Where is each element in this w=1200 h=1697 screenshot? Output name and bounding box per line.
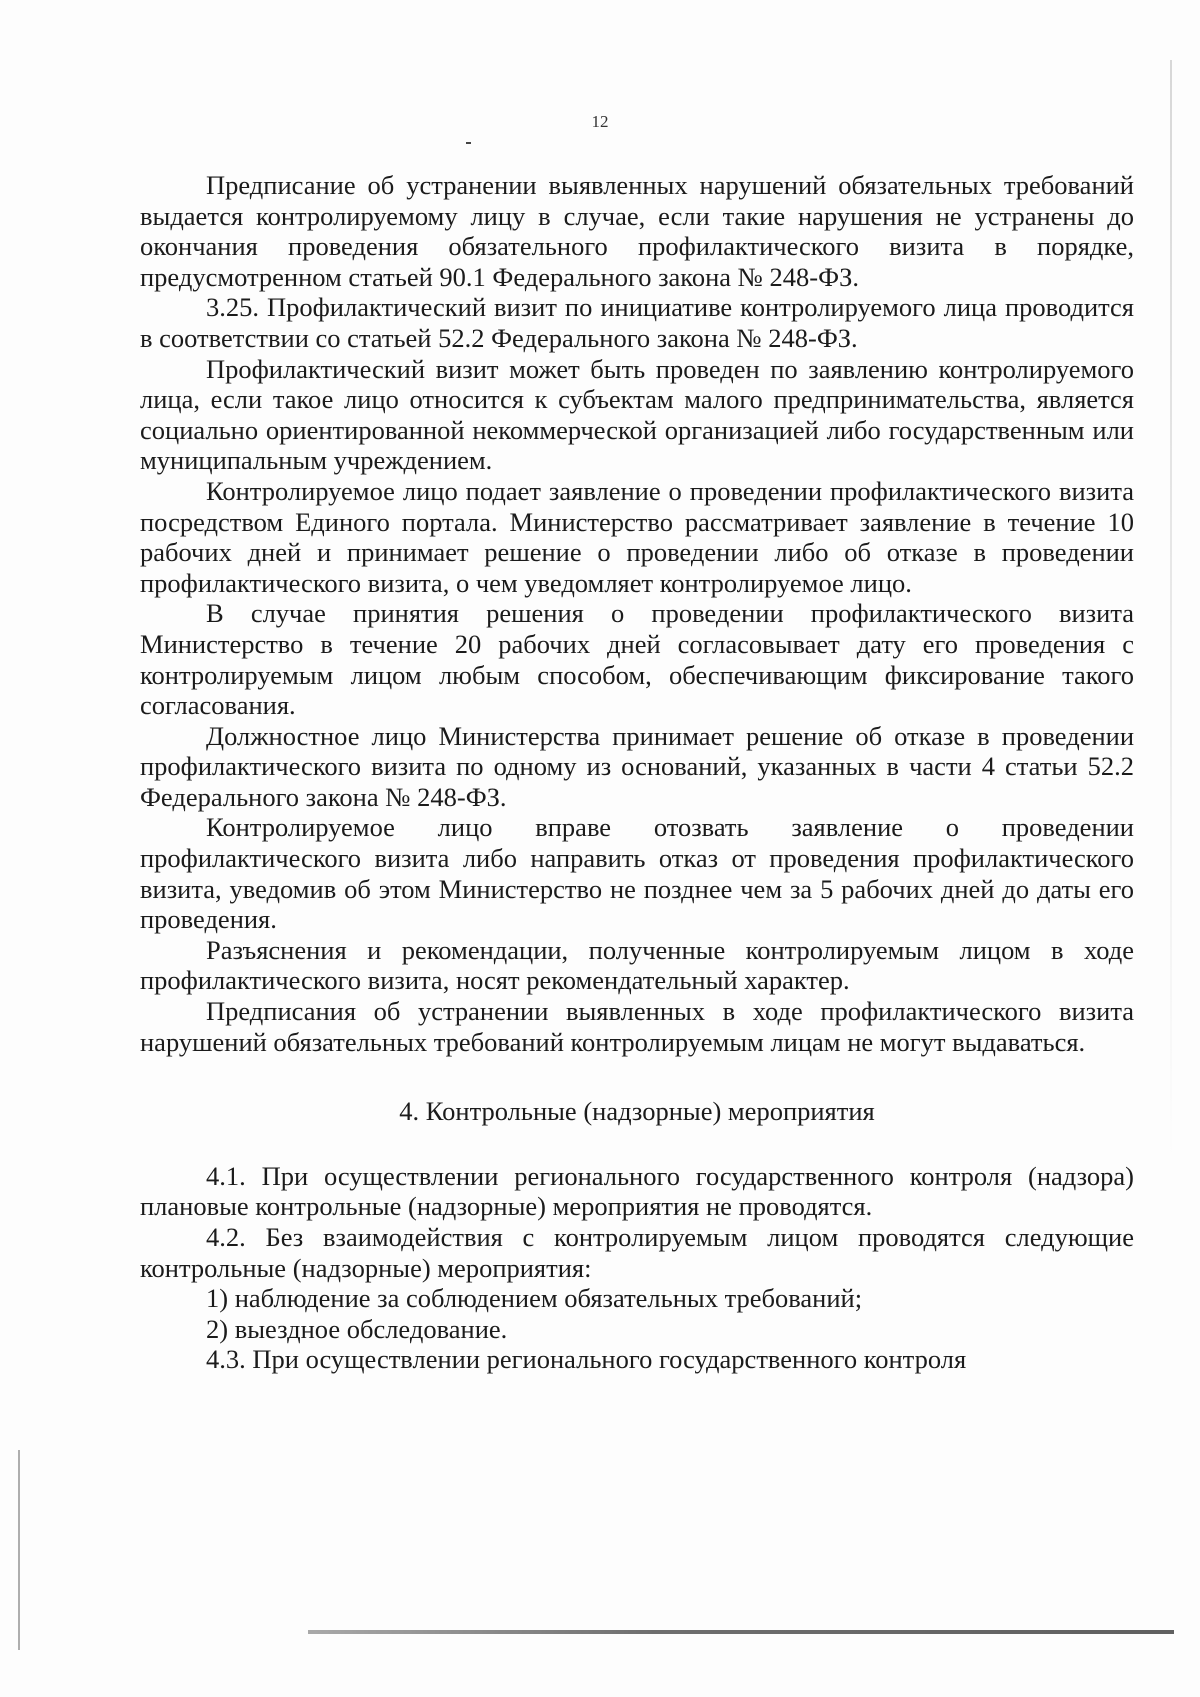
paragraph: Предписания об устранении выявленных в ходе профилактического визита нарушений обязательных требований контролируемым лицам не могут выдаваться. xyxy=(140,996,1134,1057)
paragraph: 3.25. Профилактический визит по инициативе контролируемого лица проводится в соответствии со статьей 52.2 Федерального закона № 248-ФЗ. xyxy=(140,292,1134,353)
section-heading: 4. Контрольные (надзорные) мероприятия xyxy=(399,1096,875,1127)
paragraph: В случае принятия решения о проведении профилактического визита Министерство в течение 20 рабочих дней согласовывает дату его проведения с контролируемым лицом любым способом, обеспечивающим фиксирование такого согласования. xyxy=(140,598,1134,721)
list-item: 2) выездное обследование. xyxy=(206,1313,508,1344)
paragraph: Профилактический визит может быть проведен по заявлению контролируемого лица, если такое лицо относится к субъектам малого предпринимательства, является социально ориентированной некоммерческой организацией либо государственным или муниципальным учреждением. xyxy=(140,353,1134,476)
page-number: 12 xyxy=(591,112,609,131)
paragraph: Контролируемое лицо подает заявление о проведении профилактического визита посредством Единого портала. Министерство рассматривает заявление в течение 10 рабочих дней и принимает решение о проведении либо об отказе в проведении профилактического визита, о чем уведомляет контролируемое лицо. xyxy=(140,475,1134,598)
paragraph: Предписание об устранении выявленных нарушений обязательных требований выдается контролируемому лицу в случае, если такие нарушения не устранены до окончания проведения обязательного профилактического визита в порядке, предусмотренном статьей 90.1 Федерального закона № 248-ФЗ. xyxy=(140,170,1134,292)
scan-edge-left xyxy=(18,1450,20,1650)
scan-bottom-line xyxy=(308,1630,1174,1634)
list-item: 1) наблюдение за соблюдением обязательных требований; xyxy=(206,1283,863,1314)
paragraph: Должностное лицо Министерства принимает решение об отказе в проведении профилактического визита по одному из оснований, указанных в части 4 статьи 52.2 Федерального закона № 248-ФЗ. xyxy=(140,720,1134,812)
document-body xyxy=(140,170,1134,1375)
scan-speck xyxy=(466,142,471,144)
paragraph: 4.3. При осуществлении регионального государственного контроля xyxy=(206,1344,967,1375)
paragraph: Контролируемое лицо вправе отозвать заявление о проведении профилактического визита либо направить отказ от проведения профилактического визита, уведомив об этом Министерство не позднее чем за 5 рабочих дней до даты его проведения. xyxy=(140,812,1134,935)
paragraph: 4.2. Без взаимодействия с контролируемым лицом проводятся следующие контрольные (надзорные) мероприятия: xyxy=(140,1222,1134,1283)
paragraph: 4.1. При осуществлении регионального государственного контроля (надзора) плановые контрольные (надзорные) мероприятия не проводятся. xyxy=(140,1160,1134,1222)
scan-edge-right xyxy=(1170,60,1172,1160)
paragraph: Разъяснения и рекомендации, полученные контролируемым лицом в ходе профилактического визита, носят рекомендательный характер. xyxy=(140,934,1134,996)
